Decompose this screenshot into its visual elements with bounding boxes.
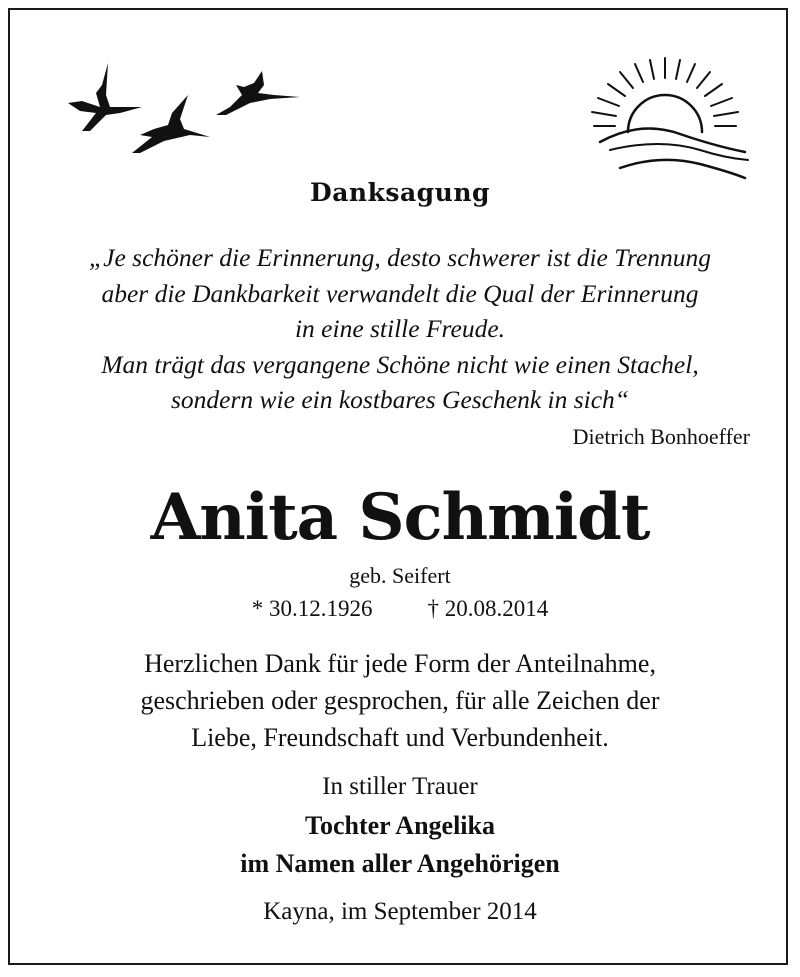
death-date: † 20.08.2014 [427, 596, 549, 621]
sunset-icon [580, 50, 750, 185]
deceased-name: Anita Schmidt [150, 480, 650, 555]
notice-heading: Danksagung [310, 178, 490, 207]
signer-line: Tochter Angelika [305, 811, 495, 840]
signers [0, 807, 800, 883]
thanks-line: geschrieben oder gesprochen, für alle Zeichen der [140, 686, 660, 715]
thanks-line: Herzlichen Dank für jede Form der Anteilnahme, [144, 649, 656, 678]
quote-line: sondern wie ein kostbares Geschenk in sich“ [171, 385, 629, 414]
maiden-name: geb. Seifert [349, 563, 451, 588]
quote-author: Dietrich Bonhoeffer [572, 424, 750, 449]
place-date: Kayna, im September 2014 [263, 898, 537, 925]
mourning-line: In stiller Trauer [322, 773, 478, 800]
thanks-line: Liebe, Freundschaft und Verbundenheit. [191, 723, 609, 752]
signer-line: im Namen aller Angehörigen [240, 849, 560, 878]
quote-line: Man trägt das vergangene Schöne nicht wie einen Stachel, [101, 349, 699, 379]
flying-birds-icon [60, 55, 310, 165]
life-dates [0, 596, 800, 622]
quote-line: in eine stille Freude. [294, 314, 506, 343]
birth-date: * 30.12.1926 [251, 596, 373, 621]
thanks-text [0, 645, 800, 756]
quote-block [0, 240, 800, 418]
quote-line: aber die Dankbarkeit verwandelt die Qual der Erinnerung [101, 278, 699, 308]
quote-line: „Je schöner die Erinnerung, desto schwerer ist die Trennung [88, 243, 712, 272]
